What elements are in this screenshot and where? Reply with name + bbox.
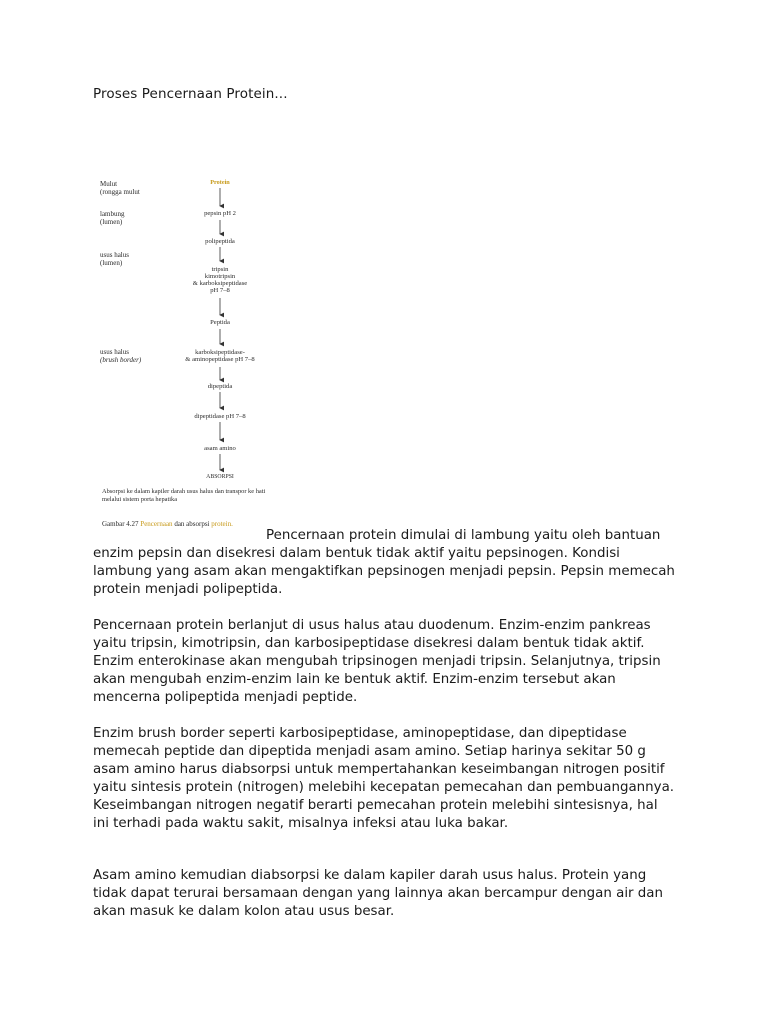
step-peptida: Peptida [210, 319, 230, 326]
step-dipeptida: dipeptida [207, 383, 233, 390]
site-label-intestine-lumen: usus halus (lumen) [100, 251, 129, 267]
caption-mid: dan absorpsi [174, 520, 210, 528]
step-karboksipeptidase-brush: karboksipeptidase- [195, 349, 245, 356]
step-pepsin: pepsin pH 2 [204, 210, 236, 217]
step-dipeptidase: dipeptidase pH 7–8 [194, 413, 246, 420]
caption-prefix: Gambar 4.27 [102, 520, 139, 528]
caption-highlight-1: Pencernaan [140, 520, 173, 528]
step-aminopeptidase: & aminopeptidase pH 7–8 [185, 356, 255, 363]
step-ph-7-8: pH 7–8 [210, 287, 230, 294]
site-label-stomach: lambung (lumen) [100, 210, 125, 226]
paragraph-1: Pencernaan protein dimulai di lambung yaitu oleh bantuan enzim pepsin dan disekresi dalam bentuk tidak aktif yaitu pepsinogen. Kondisi lambung yang asam akan mengaktifkan pepsinogen menjadi pepsin. Pepsin memecah protein menjadi polipeptida. [93, 528, 675, 597]
paragraph-3: Enzim brush border seperti karbosipeptidase, aminopeptidase, dan dipeptidase memecah peptide dan dipeptida menjadi asam amino. Setiap harinya sekitar 50 g asam amino harus diabsorpsi untuk mempertahankan keseimbangan nitrogen positif yaitu sintesis protein (nitrogen) melebihi kecepatan pemecahan dan pembuangannya. Keseimbangan nitrogen negatif berarti pemecahan protein melebihi sintesisnya, hal ini terhadi pada waktu sakit, misalnya infeksi atau luka bakar. [93, 726, 675, 831]
step-polipeptida: polipeptida [205, 238, 235, 245]
figure-note: Absorpsi ke dalam kapiler darah usus halus dan transpor ke hati melalui sistem porta hepatika [102, 488, 266, 503]
step-absorpsi: ABSORPSI [206, 474, 234, 480]
site-label-intestine-brush-border: usus halus (brush border) [100, 348, 142, 364]
step-karboksipeptidase: & karboksipeptidase [192, 280, 248, 287]
paragraph-4: Asam amino kemudian diabsorpsi ke dalam kapiler darah usus halus. Protein yang tidak dapat terurai bersamaan dengan yang lainnya akan bercampur dengan air dan akan masuk ke dalam kolon atau usus besar. [93, 868, 663, 919]
paragraph-2: Pencernaan protein berlanjut di usus halus atau duodenum. Enzim-enzim pankreas yaitu tripsin, kimotripsin, dan karbosipeptidase disekresi dalam bentuk tidak aktif. Enzim enterokinase akan mengubah tripsinogen menjadi tripsin. Selanjutnya, tripsin akan mengubah enzim-enzim lain ke bentuk aktif. Enzim-enzim tersebut akan mencerna polipeptida menjadi peptide. [93, 618, 661, 705]
caption-highlight-2: protein. [211, 520, 233, 528]
step-kimotripsin: kimotripsin [204, 273, 236, 280]
step-tripsin: tripsin [211, 266, 229, 273]
step-asam-amino: asam amino [204, 445, 236, 452]
step-protein: Protein [210, 179, 230, 186]
document-title: Proses Pencernaan Protein... [93, 86, 288, 102]
protein-digestion-figure [92, 170, 292, 542]
site-label-mouth: Mulut (rongga mulut [100, 180, 140, 196]
